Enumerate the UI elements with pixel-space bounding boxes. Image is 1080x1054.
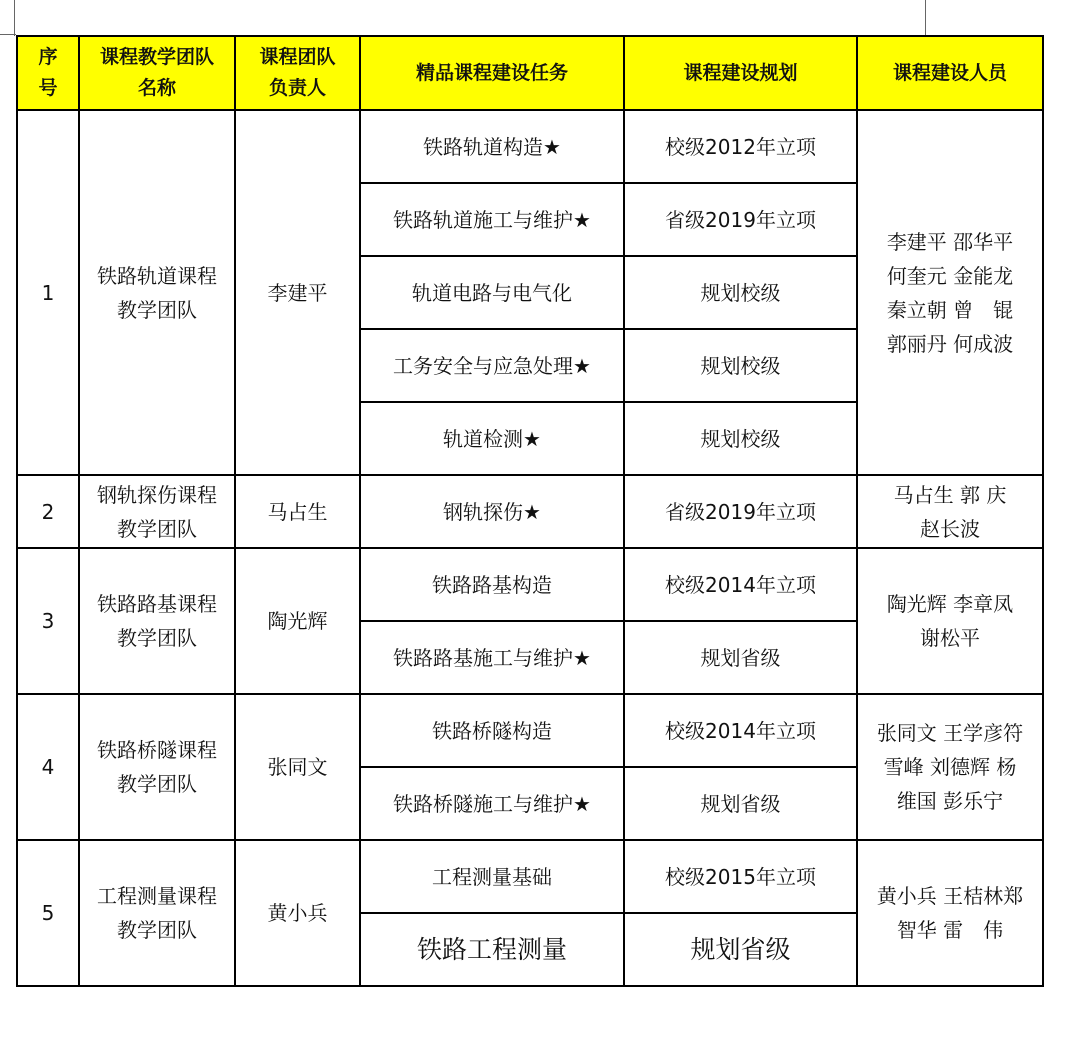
header-task: 精品课程建设任务 bbox=[360, 36, 624, 110]
course-task: 钢轨探伤★ bbox=[360, 475, 624, 548]
header-seq: 序 号 bbox=[17, 36, 79, 110]
course-task: 铁路桥隧施工与维护★ bbox=[360, 767, 624, 840]
team-seq: 3 bbox=[17, 548, 79, 694]
table-row bbox=[17, 840, 1043, 913]
team-members: 陶光辉 李章凤 谢松平 bbox=[857, 548, 1043, 694]
team-seq: 1 bbox=[17, 110, 79, 475]
course-task: 铁路轨道构造★ bbox=[360, 110, 624, 183]
course-plan: 规划校级 bbox=[624, 329, 857, 402]
table-row bbox=[17, 475, 1043, 548]
header-leader: 课程团队 负责人 bbox=[235, 36, 360, 110]
course-plan: 省级2019年立项 bbox=[624, 475, 857, 548]
course-team-table bbox=[16, 35, 1044, 987]
header-team-name: 课程教学团队 名称 bbox=[79, 36, 235, 110]
team-leader: 李建平 bbox=[235, 110, 360, 475]
course-task: 工务安全与应急处理★ bbox=[360, 329, 624, 402]
team-name: 铁路路基课程 教学团队 bbox=[79, 548, 235, 694]
team-members: 马占生 郭 庆 赵长波 bbox=[857, 475, 1043, 548]
course-task: 铁路路基构造 bbox=[360, 548, 624, 621]
course-plan: 省级2019年立项 bbox=[624, 183, 857, 256]
team-seq: 5 bbox=[17, 840, 79, 986]
team-leader: 陶光辉 bbox=[235, 548, 360, 694]
course-plan: 规划校级 bbox=[624, 402, 857, 475]
team-leader: 张同文 bbox=[235, 694, 360, 840]
course-plan: 规划省级 bbox=[624, 767, 857, 840]
course-task: 轨道检测★ bbox=[360, 402, 624, 475]
header-plan: 课程建设规划 bbox=[624, 36, 857, 110]
team-seq: 2 bbox=[17, 475, 79, 548]
course-plan: 校级2014年立项 bbox=[624, 694, 857, 767]
team-leader: 黄小兵 bbox=[235, 840, 360, 986]
course-plan: 校级2015年立项 bbox=[624, 840, 857, 913]
course-task: 铁路工程测量 bbox=[360, 913, 624, 986]
table-row bbox=[17, 110, 1043, 183]
table-row bbox=[17, 694, 1043, 767]
team-seq: 4 bbox=[17, 694, 79, 840]
course-task: 轨道电路与电气化 bbox=[360, 256, 624, 329]
table-row bbox=[17, 548, 1043, 621]
course-plan: 规划省级 bbox=[624, 913, 857, 986]
team-members: 李建平 邵华平 何奎元 金能龙 秦立朝 曾 锟 郭丽丹 何成波 bbox=[857, 110, 1043, 475]
course-task: 铁路路基施工与维护★ bbox=[360, 621, 624, 694]
course-plan: 规划省级 bbox=[624, 621, 857, 694]
team-name: 工程测量课程 教学团队 bbox=[79, 840, 235, 986]
page-edge-lines bbox=[0, 0, 1080, 40]
course-plan: 校级2014年立项 bbox=[624, 548, 857, 621]
header-members: 课程建设人员 bbox=[857, 36, 1043, 110]
course-plan: 规划校级 bbox=[624, 256, 857, 329]
team-name: 铁路轨道课程 教学团队 bbox=[79, 110, 235, 475]
team-members: 张同文 王学彦符 雪峰 刘德辉 杨 维国 彭乐宁 bbox=[857, 694, 1043, 840]
course-task: 铁路桥隧构造 bbox=[360, 694, 624, 767]
team-members: 黄小兵 王桔林郑 智华 雷 伟 bbox=[857, 840, 1043, 986]
team-leader: 马占生 bbox=[235, 475, 360, 548]
course-plan: 校级2012年立项 bbox=[624, 110, 857, 183]
team-name: 钢轨探伤课程 教学团队 bbox=[79, 475, 235, 548]
table-header-row bbox=[17, 36, 1043, 110]
course-task: 铁路轨道施工与维护★ bbox=[360, 183, 624, 256]
course-task: 工程测量基础 bbox=[360, 840, 624, 913]
team-name: 铁路桥隧课程 教学团队 bbox=[79, 694, 235, 840]
